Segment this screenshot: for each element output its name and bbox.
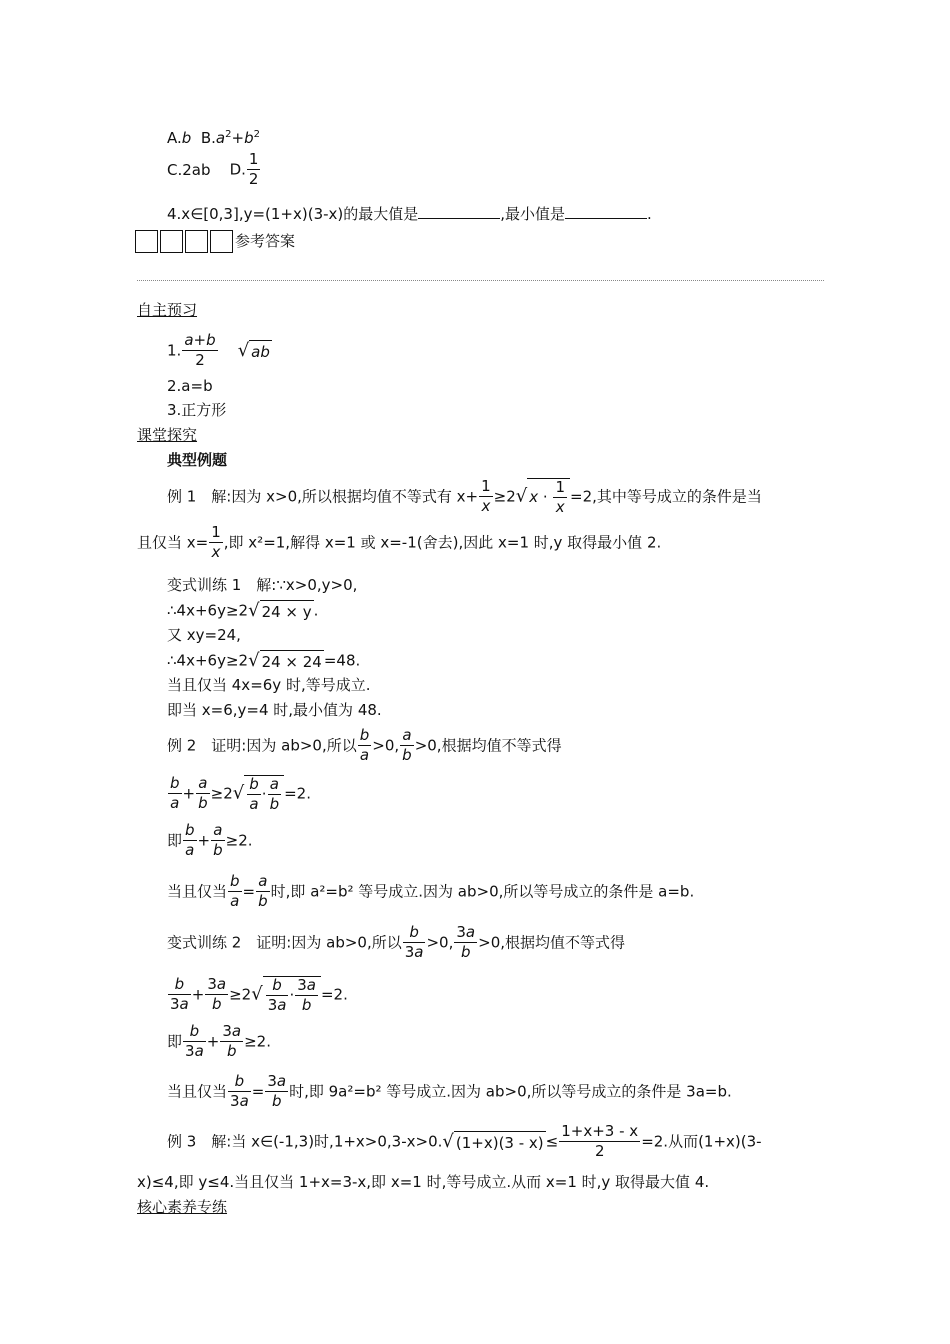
answer-header: [135, 229, 295, 253]
option-line-cd: C.2ab D. $\frac{1}{2}$: [167, 150, 259, 188]
question-4: 4.x∈[0,3],y=(1+x)(3-x)的最大值是 ,最小值是 .: [167, 202, 652, 224]
header-box-2: [160, 230, 183, 253]
training-1-line-3: 又 xy=24,: [167, 626, 241, 644]
section-title-explore: 课堂探究: [137, 426, 198, 444]
section-title-core: 核心素养专练: [137, 1198, 228, 1216]
training-2-line-2: $\frac{b}{3a}$ + $\frac{3a}{b}$ ≥2√ $\frac{b}{3a}$ · $\frac{3a}{b}$ =2.: [170, 975, 348, 1014]
training-1-line-6: 即当 x=6,y=4 时,最小值为 48.: [167, 701, 382, 719]
example-2-line-4: 当且仅当 $\frac{b}{a}$ = $\frac{a}{b}$ 时,即 a²=b² 等号成立.因为 ab>0,所以等号成立的条件是 a=b.: [167, 872, 695, 910]
dotted-separator: [137, 280, 824, 281]
example-1-line-2: 且仅当 x= $\frac{1}{x}$ ,即 x²=1,解得 x=1 或 x=-1(舍去),因此 x=1 时,y 取得最小值 2.: [137, 523, 662, 561]
training-1-line-1: 变式训练 1 解:∵x>0,y>0,: [167, 576, 358, 594]
answer-title: 参考答案: [235, 232, 296, 250]
preview-item-3: 3.正方形: [167, 401, 227, 419]
header-box-3: [185, 230, 208, 253]
example-2-line-2: $\frac{b}{a}$ + $\frac{a}{b}$ ≥2√ $\frac{b}{a}$ · $\frac{a}{b}$ =2.: [170, 774, 311, 813]
blank-min[interactable]: [565, 202, 647, 219]
training-1-line-2: ∴4x+6y≥2√ 24 × y .: [167, 600, 319, 621]
header-box-1: [135, 230, 158, 253]
example-1-line-1: 例 1 解:因为 x>0,所以根据均值不等式有 x+ $\frac{1}{x}$ ≥2√ x · $\frac{1}{x}$ =2,其中等号成立的条件是当: [167, 477, 762, 516]
header-box-4: [210, 230, 233, 253]
section-title-preview: 自主预习: [137, 301, 198, 319]
training-1-line-4: ∴4x+6y≥2√ 24 × 24 =48.: [167, 650, 361, 671]
preview-item-1: 1. $\frac{a+b}{2}$ √ ab: [167, 331, 270, 369]
training-2-line-3: 即 $\frac{b}{3a}$ + $\frac{3a}{b}$ ≥2.: [167, 1022, 271, 1060]
training-1-line-5: 当且仅当 4x=6y 时,等号成立.: [167, 676, 371, 694]
training-2-line-1: 变式训练 2 证明:因为 ab>0,所以 $\frac{b}{3a}$ >0, $\frac{3a}{b}$ >0,根据均值不等式得: [167, 923, 626, 961]
option-line-ab: A.b $B.a^2+b^2$: [167, 129, 260, 147]
subtitle-typical-examples: 典型例题: [167, 451, 228, 469]
example-3-line-2: x)≤4,即 y≤4.当且仅当 1+x=3-x,即 x=1 时,等号成立.从而 x=1 时,y 取得最大值 4.: [137, 1173, 710, 1191]
example-2-line-3: 即 $\frac{b}{a}$ + $\frac{a}{b}$ ≥2.: [167, 821, 253, 859]
preview-item-2: 2.a=b: [167, 377, 213, 395]
example-2-line-1: 例 2 证明:因为 ab>0,所以 $\frac{b}{a}$ >0, $\frac{a}{b}$ >0,根据均值不等式得: [167, 726, 562, 764]
preview-radical: √ ab: [237, 339, 270, 361]
blank-max[interactable]: [418, 202, 500, 219]
example-3-line-1: 例 3 解:当 x∈(-1,3)时,1+x>0,3-x>0.√ (1+x)(3 - x) ≤ $\frac{1+x+3 - x}{2}$ =2.从而(1+x)(3-: [167, 1122, 762, 1160]
training-2-line-4: 当且仅当 $\frac{b}{3a}$ = $\frac{3a}{b}$ 时,即 9a²=b² 等号成立.因为 ab>0,所以等号成立的条件是 3a=b.: [167, 1072, 732, 1110]
preview-fraction: $\frac{a+b}{2}$: [184, 331, 216, 369]
option-d-fraction: $\frac{1}{2}$: [248, 150, 259, 188]
